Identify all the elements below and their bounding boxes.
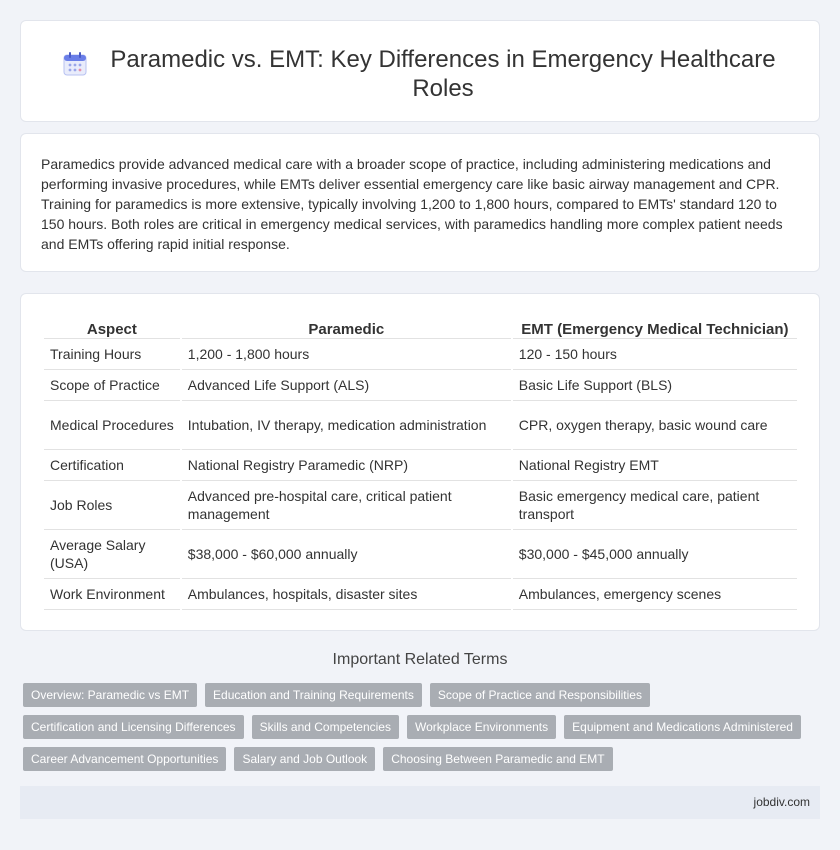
related-term-tag[interactable]: Overview: Paramedic vs EMT xyxy=(23,683,197,707)
cell-emt: $30,000 - $45,000 annually xyxy=(513,530,797,579)
cell-paramedic: 1,200 - 1,800 hours xyxy=(182,339,511,370)
cell-aspect: Certification xyxy=(44,450,180,481)
footer xyxy=(20,786,820,819)
calendar-icon xyxy=(62,51,88,77)
related-term-tag[interactable]: Career Advancement Opportunities xyxy=(23,747,226,771)
page-title: Paramedic vs. EMT: Key Differences in Emergency Healthcare Roles xyxy=(110,46,776,102)
cell-paramedic: Advanced Life Support (ALS) xyxy=(182,370,511,401)
header-card xyxy=(20,20,820,122)
cell-paramedic: Intubation, IV therapy, medication administration xyxy=(182,401,511,450)
table-row xyxy=(44,339,797,370)
cell-aspect: Job Roles xyxy=(44,481,180,530)
related-term-tag[interactable]: Choosing Between Paramedic and EMT xyxy=(383,747,612,771)
cell-emt: Ambulances, emergency scenes xyxy=(513,579,797,610)
related-term-tag[interactable]: Certification and Licensing Differences xyxy=(23,715,244,739)
cell-aspect: Work Environment xyxy=(44,579,180,610)
related-term-tag[interactable]: Salary and Job Outlook xyxy=(234,747,375,771)
cell-emt: CPR, oxygen therapy, basic wound care xyxy=(513,401,797,450)
related-term-tag[interactable]: Education and Training Requirements xyxy=(205,683,422,707)
intro-card xyxy=(20,133,820,272)
comparison-table-card xyxy=(20,293,820,631)
table-row xyxy=(44,370,797,401)
table-header-row xyxy=(44,315,797,339)
cell-paramedic: Advanced pre-hospital care, critical patient management xyxy=(182,481,511,530)
cell-emt: Basic Life Support (BLS) xyxy=(513,370,797,401)
related-term-tag[interactable]: Workplace Environments xyxy=(407,715,556,739)
cell-aspect: Average Salary (USA) xyxy=(44,530,180,579)
header-emt: EMT (Emergency Medical Technician) xyxy=(513,315,797,339)
cell-aspect: Scope of Practice xyxy=(44,370,180,401)
table-row xyxy=(44,401,797,450)
cell-paramedic: Ambulances, hospitals, disaster sites xyxy=(182,579,511,610)
table-row xyxy=(44,530,797,579)
cell-paramedic: $38,000 - $60,000 annually xyxy=(182,530,511,579)
related-terms-list xyxy=(23,683,823,771)
footer-site-link[interactable]: jobdiv.com xyxy=(753,795,810,809)
header-paramedic: Paramedic xyxy=(182,315,511,339)
comparison-table xyxy=(42,315,799,610)
table-row xyxy=(44,579,797,610)
table-row xyxy=(44,481,797,530)
cell-aspect: Medical Procedures xyxy=(44,401,180,450)
cell-emt: Basic emergency medical care, patient transport xyxy=(513,481,797,530)
related-term-tag[interactable]: Skills and Competencies xyxy=(252,715,399,739)
related-terms-title: Important Related Terms xyxy=(332,651,508,668)
cell-paramedic: National Registry Paramedic (NRP) xyxy=(182,450,511,481)
cell-emt: National Registry EMT xyxy=(513,450,797,481)
related-term-tag[interactable]: Scope of Practice and Responsibilities xyxy=(430,683,650,707)
intro-paragraph: Paramedics provide advanced medical care with a broader scope of practice, including administering medications and performing invasive procedures, while EMTs deliver essential emergency care like basic airway management and CPR. Training for paramedics is more extensive, typically involving 1,200 to 1,800 hours, compared to EMTs' standard 120 to 150 hours. Both roles are critical in emergency medical services, with paramedics handling more complex patient needs and EMTs offering rapid initial response. xyxy=(41,156,783,252)
related-term-tag[interactable]: Equipment and Medications Administered xyxy=(564,715,801,739)
cell-aspect: Training Hours xyxy=(44,339,180,370)
cell-emt: 120 - 150 hours xyxy=(513,339,797,370)
header-aspect: Aspect xyxy=(44,315,180,339)
table-row xyxy=(44,450,797,481)
